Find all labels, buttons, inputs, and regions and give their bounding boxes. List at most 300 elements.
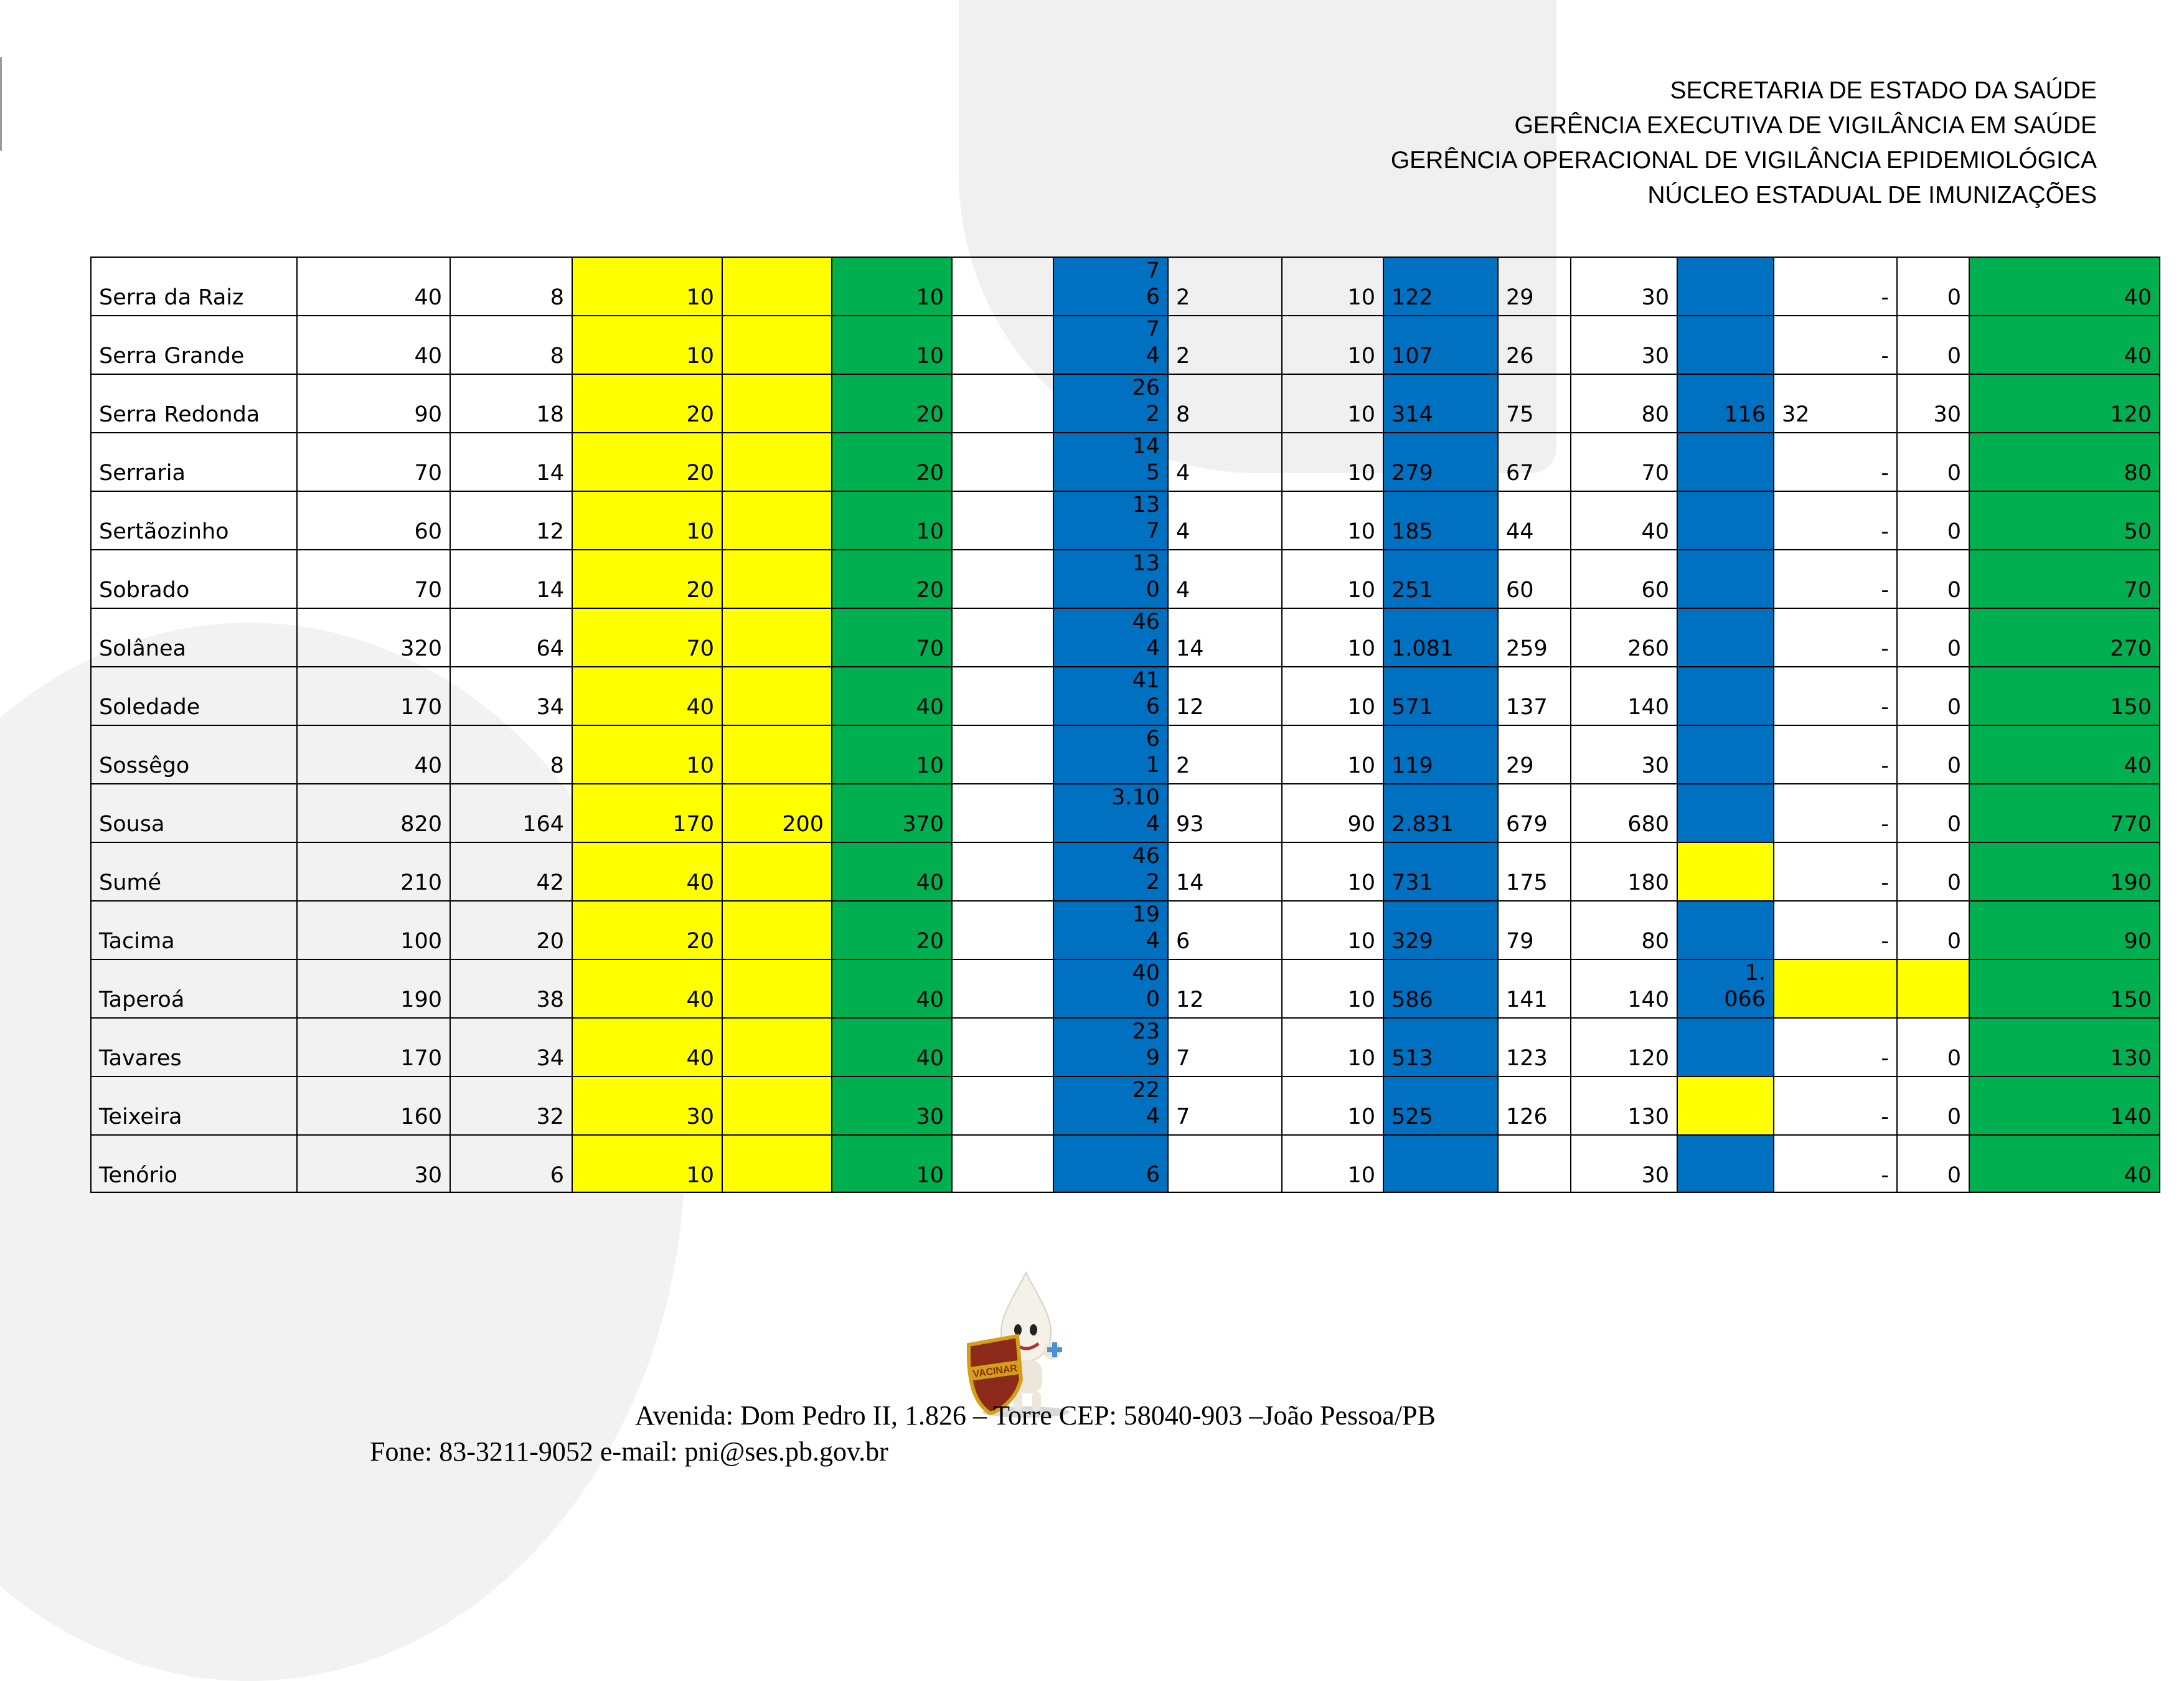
value-cell-c6 — [952, 316, 1053, 374]
value-cell-c16: 140 — [1969, 1076, 2160, 1135]
table-row — [91, 667, 2160, 725]
value-cell-c16: 190 — [1969, 842, 2160, 901]
value-cell-c15: 0 — [1897, 784, 1969, 842]
value-cell-c4 — [722, 257, 832, 316]
table-row — [91, 725, 2160, 784]
value-cell-c12: 80 — [1571, 374, 1677, 433]
value-cell-c7-top: 41 — [1132, 668, 1160, 693]
value-cell-c9: 90 — [1282, 784, 1383, 842]
value-cell-c15: 0 — [1897, 491, 1969, 550]
value-cell-c2: 164 — [450, 784, 572, 842]
value-cell-c8: 8 — [1168, 374, 1282, 433]
value-cell-c15: 0 — [1897, 608, 1969, 667]
value-cell-c9: 10 — [1282, 667, 1383, 725]
value-cell-c7-top: 23 — [1132, 1019, 1160, 1044]
value-cell-c2: 8 — [450, 316, 572, 374]
table-row — [91, 959, 2160, 1018]
value-cell-c16: 40 — [1969, 257, 2160, 316]
value-cell-c1: 170 — [297, 1018, 450, 1076]
value-cell-c14: - — [1774, 491, 1897, 550]
header-line-secretaria: SECRETARIA DE ESTADO DA SAÚDE — [1670, 77, 2097, 104]
value-cell-c11: 259 — [1498, 608, 1571, 667]
table-row — [91, 433, 2160, 491]
value-cell-c4 — [722, 1018, 832, 1076]
value-cell-c7-bottom: 4 — [1146, 636, 1160, 661]
value-cell-c7-bottom: 4 — [1146, 1104, 1160, 1129]
value-cell-c11: 60 — [1498, 550, 1571, 608]
value-cell-c5: 10 — [832, 316, 952, 374]
value-cell-c8: 12 — [1168, 667, 1282, 725]
value-cell-c7-bottom: 5 — [1146, 460, 1160, 485]
value-cell-c16: 120 — [1969, 374, 2160, 433]
value-cell-c14: - — [1774, 842, 1897, 901]
value-cell-c10: 2.831 — [1383, 784, 1498, 842]
value-cell-c1: 40 — [297, 316, 450, 374]
value-cell-c11: 79 — [1498, 901, 1571, 959]
value-cell-c15: 30 — [1897, 374, 1969, 433]
footer-contact: Fone: 83-3211-9052 e-mail: pni@ses.pb.gov.br — [370, 1436, 888, 1467]
value-cell-c2: 64 — [450, 608, 572, 667]
value-cell-c1: 210 — [297, 842, 450, 901]
value-cell-c7 — [1053, 374, 1168, 433]
value-cell-c5: 20 — [832, 550, 952, 608]
value-cell-c14: - — [1774, 667, 1897, 725]
value-cell-c15 — [1897, 959, 1969, 1018]
value-cell-c4 — [722, 491, 832, 550]
value-cell-c3: 20 — [572, 901, 722, 959]
value-cell-c2: 20 — [450, 901, 572, 959]
value-cell-c7-top: 46 — [1132, 610, 1160, 634]
value-cell-c11: 175 — [1498, 842, 1571, 901]
value-cell-c13 — [1677, 901, 1774, 959]
value-cell-c11 — [1498, 1135, 1571, 1192]
value-cell-c14: - — [1774, 316, 1897, 374]
value-cell-c7-top: 7 — [1146, 258, 1160, 283]
municipality-name-cell: Serra da Raiz — [91, 257, 297, 316]
value-cell-c3: 170 — [572, 784, 722, 842]
value-cell-c3: 20 — [572, 374, 722, 433]
value-cell-c14: - — [1774, 433, 1897, 491]
value-cell-c13 — [1677, 550, 1774, 608]
value-cell-c7 — [1053, 1018, 1168, 1076]
header-line-gerencia-executiva: GERÊNCIA EXECUTIVA DE VIGILÂNCIA EM SAÚDE — [1514, 112, 2097, 139]
value-cell-c1: 160 — [297, 1076, 450, 1135]
value-cell-c8: 4 — [1168, 433, 1282, 491]
value-cell-c3: 10 — [572, 491, 722, 550]
value-cell-c6 — [952, 667, 1053, 725]
value-cell-c10: 279 — [1383, 433, 1498, 491]
value-cell-c5: 40 — [832, 842, 952, 901]
vaccination-distribution-table — [90, 257, 2160, 1193]
value-cell-c6 — [952, 725, 1053, 784]
value-cell-c10: 513 — [1383, 1018, 1498, 1076]
value-cell-c10 — [1383, 1135, 1498, 1192]
value-cell-c16: 80 — [1969, 433, 2160, 491]
value-cell-c15: 0 — [1897, 1018, 1969, 1076]
value-cell-c6 — [952, 1018, 1053, 1076]
value-cell-c9: 10 — [1282, 1135, 1383, 1192]
municipality-name-cell: Tacima — [91, 901, 297, 959]
value-cell-c6 — [952, 550, 1053, 608]
value-cell-c8: 14 — [1168, 842, 1282, 901]
value-cell-c1: 40 — [297, 725, 450, 784]
value-cell-c4 — [722, 842, 832, 901]
value-cell-c10: 731 — [1383, 842, 1498, 901]
value-cell-c7 — [1053, 1135, 1168, 1192]
value-cell-c7-bottom: 4 — [1146, 811, 1160, 836]
value-cell-c14: - — [1774, 725, 1897, 784]
value-cell-c15: 0 — [1897, 901, 1969, 959]
table-row — [91, 374, 2160, 433]
value-cell-c11: 44 — [1498, 491, 1571, 550]
value-cell-c12: 80 — [1571, 901, 1677, 959]
value-cell-c16: 40 — [1969, 316, 2160, 374]
value-cell-c1: 90 — [297, 374, 450, 433]
value-cell-c13 — [1677, 667, 1774, 725]
value-cell-c9: 10 — [1282, 842, 1383, 901]
value-cell-c7-top: 6 — [1146, 727, 1160, 751]
value-cell-c9: 10 — [1282, 959, 1383, 1018]
value-cell-c3: 40 — [572, 667, 722, 725]
value-cell-c5: 10 — [832, 1135, 952, 1192]
value-cell-c7-bottom: 7 — [1146, 519, 1160, 544]
mascot-drop-icon — [953, 1270, 1096, 1420]
value-cell-c8: 7 — [1168, 1076, 1282, 1135]
value-cell-c3: 10 — [572, 257, 722, 316]
value-cell-c6 — [952, 257, 1053, 316]
municipality-name-cell: Serra Redonda — [91, 374, 297, 433]
value-cell-c1: 70 — [297, 550, 450, 608]
value-cell-c10: 586 — [1383, 959, 1498, 1018]
municipality-name-cell: Tenório — [91, 1135, 297, 1192]
value-cell-c14: - — [1774, 1135, 1897, 1192]
value-cell-c13: 116 — [1677, 374, 1774, 433]
table-row — [91, 1135, 2160, 1192]
value-cell-c7-top: 3.10 — [1111, 785, 1160, 810]
value-cell-c2: 8 — [450, 725, 572, 784]
value-cell-c3: 10 — [572, 725, 722, 784]
value-cell-c10: 329 — [1383, 901, 1498, 959]
value-cell-c5: 30 — [832, 1076, 952, 1135]
value-cell-c2: 12 — [450, 491, 572, 550]
value-cell-c9: 10 — [1282, 374, 1383, 433]
margin-mark — [0, 57, 6, 151]
value-cell-c12: 140 — [1571, 667, 1677, 725]
value-cell-c12: 30 — [1571, 257, 1677, 316]
value-cell-c16: 770 — [1969, 784, 2160, 842]
value-cell-c8: 7 — [1168, 1018, 1282, 1076]
value-cell-c16: 150 — [1969, 959, 2160, 1018]
value-cell-c13 — [1677, 316, 1774, 374]
value-cell-c2: 38 — [450, 959, 572, 1018]
value-cell-c5: 20 — [832, 374, 952, 433]
value-cell-c7-top — [1061, 1136, 1160, 1162]
value-cell-c16: 150 — [1969, 667, 2160, 725]
value-cell-c7 — [1053, 491, 1168, 550]
value-cell-c16: 40 — [1969, 725, 2160, 784]
value-cell-c15: 0 — [1897, 257, 1969, 316]
value-cell-c15: 0 — [1897, 316, 1969, 374]
table-row — [91, 1018, 2160, 1076]
table-row — [91, 491, 2160, 550]
value-cell-c7 — [1053, 257, 1168, 316]
value-cell-c2: 6 — [450, 1135, 572, 1192]
value-cell-c11: 75 — [1498, 374, 1571, 433]
value-cell-c2: 34 — [450, 667, 572, 725]
value-cell-c3: 40 — [572, 959, 722, 1018]
table-row — [91, 550, 2160, 608]
value-cell-c14: - — [1774, 1018, 1897, 1076]
table-row — [91, 901, 2160, 959]
value-cell-c11: 126 — [1498, 1076, 1571, 1135]
value-cell-c12: 70 — [1571, 433, 1677, 491]
value-cell-c1: 40 — [297, 257, 450, 316]
value-cell-c1: 820 — [297, 784, 450, 842]
value-cell-c14: - — [1774, 901, 1897, 959]
value-cell-c11: 26 — [1498, 316, 1571, 374]
value-cell-c11: 137 — [1498, 667, 1571, 725]
value-cell-c11: 67 — [1498, 433, 1571, 491]
value-cell-c6 — [952, 374, 1053, 433]
value-cell-c12: 130 — [1571, 1076, 1677, 1135]
value-cell-c1: 100 — [297, 901, 450, 959]
value-cell-c13 — [1677, 725, 1774, 784]
value-cell-c7-top: 46 — [1132, 844, 1160, 869]
value-cell-c5: 40 — [832, 667, 952, 725]
value-cell-c5: 40 — [832, 959, 952, 1018]
value-cell-c3: 20 — [572, 433, 722, 491]
value-cell-c4 — [722, 433, 832, 491]
value-cell-c10: 525 — [1383, 1076, 1498, 1135]
value-cell-c7-top: 13 — [1132, 551, 1160, 576]
value-cell-c13 — [1677, 257, 1774, 316]
value-cell-c8: 93 — [1168, 784, 1282, 842]
value-cell-c10: 251 — [1383, 550, 1498, 608]
value-cell-c14: - — [1774, 550, 1897, 608]
value-cell-c15: 0 — [1897, 1076, 1969, 1135]
svg-text:VACINAR: VACINAR — [972, 1363, 1019, 1380]
municipality-name-cell: Serraria — [91, 433, 297, 491]
value-cell-c10: 107 — [1383, 316, 1498, 374]
value-cell-c2: 34 — [450, 1018, 572, 1076]
value-cell-c7 — [1053, 433, 1168, 491]
value-cell-c9: 10 — [1282, 491, 1383, 550]
municipality-name-cell: Soledade — [91, 667, 297, 725]
value-cell-c8: 6 — [1168, 901, 1282, 959]
value-cell-c10: 1.081 — [1383, 608, 1498, 667]
value-cell-c4: 200 — [722, 784, 832, 842]
value-cell-c7-top: 26 — [1132, 375, 1160, 400]
value-cell-c15: 0 — [1897, 550, 1969, 608]
table-row — [91, 257, 2160, 316]
value-cell-c10: 122 — [1383, 257, 1498, 316]
value-cell-c14: - — [1774, 257, 1897, 316]
value-cell-c6 — [952, 901, 1053, 959]
value-cell-c4 — [722, 667, 832, 725]
value-cell-c8: 2 — [1168, 316, 1282, 374]
value-cell-c12: 680 — [1571, 784, 1677, 842]
value-cell-c4 — [722, 608, 832, 667]
value-cell-c6 — [952, 433, 1053, 491]
value-cell-c2: 8 — [450, 257, 572, 316]
municipality-name-cell: Solânea — [91, 608, 297, 667]
value-cell-c6 — [952, 959, 1053, 1018]
value-cell-c7-bottom: 1 — [1146, 753, 1160, 778]
value-cell-c7-bottom: 4 — [1146, 343, 1160, 368]
value-cell-c13 — [1677, 959, 1774, 1018]
value-cell-c7-top: 40 — [1132, 961, 1160, 986]
value-cell-c3: 30 — [572, 1076, 722, 1135]
value-cell-c8: 2 — [1168, 257, 1282, 316]
table-row — [91, 608, 2160, 667]
value-cell-c2: 18 — [450, 374, 572, 433]
value-cell-c8 — [1168, 1135, 1282, 1192]
value-cell-c2: 14 — [450, 550, 572, 608]
table-row — [91, 1076, 2160, 1135]
value-cell-c16: 50 — [1969, 491, 2160, 550]
value-cell-c7-top: 19 — [1132, 902, 1160, 927]
value-cell-c12: 30 — [1571, 316, 1677, 374]
value-cell-c1: 170 — [297, 667, 450, 725]
municipality-name-cell: Sossêgo — [91, 725, 297, 784]
value-cell-c3: 10 — [572, 316, 722, 374]
value-cell-c8: 4 — [1168, 550, 1282, 608]
value-cell-c7 — [1053, 316, 1168, 374]
municipality-name-cell: Sobrado — [91, 550, 297, 608]
value-cell-c1: 70 — [297, 433, 450, 491]
municipality-name-cell: Sousa — [91, 784, 297, 842]
document-header — [1391, 73, 2097, 213]
value-cell-c3: 70 — [572, 608, 722, 667]
value-cell-c7-top: 14 — [1132, 434, 1160, 459]
value-cell-c4 — [722, 316, 832, 374]
value-cell-c9: 10 — [1282, 901, 1383, 959]
value-cell-c16: 270 — [1969, 608, 2160, 667]
value-cell-c15: 0 — [1897, 725, 1969, 784]
value-cell-c7-top: 22 — [1132, 1078, 1160, 1103]
value-cell-c6 — [952, 784, 1053, 842]
value-cell-c10: 119 — [1383, 725, 1498, 784]
value-cell-c13 — [1677, 842, 1774, 901]
value-cell-c12: 180 — [1571, 842, 1677, 901]
value-cell-c7 — [1053, 784, 1168, 842]
value-cell-c2: 42 — [450, 842, 572, 901]
value-cell-c7-bottom: 6 — [1146, 1162, 1160, 1187]
value-cell-c7 — [1053, 608, 1168, 667]
value-cell-c11: 679 — [1498, 784, 1571, 842]
value-cell-c11: 29 — [1498, 725, 1571, 784]
value-cell-c15: 0 — [1897, 842, 1969, 901]
table-row — [91, 784, 2160, 842]
municipality-name-cell: Serra Grande — [91, 316, 297, 374]
value-cell-c15: 0 — [1897, 433, 1969, 491]
value-cell-c16: 70 — [1969, 550, 2160, 608]
value-cell-c15: 0 — [1897, 1135, 1969, 1192]
value-cell-c8: 2 — [1168, 725, 1282, 784]
value-cell-c7 — [1053, 725, 1168, 784]
value-cell-c14 — [1774, 959, 1897, 1018]
value-cell-c5: 370 — [832, 784, 952, 842]
value-cell-c7 — [1053, 959, 1168, 1018]
municipality-name-cell: Taperoá — [91, 959, 297, 1018]
value-cell-c12: 30 — [1571, 725, 1677, 784]
value-cell-c9: 10 — [1282, 257, 1383, 316]
value-cell-c11: 29 — [1498, 257, 1571, 316]
value-cell-c5: 20 — [832, 433, 952, 491]
value-cell-c3: 40 — [572, 1018, 722, 1076]
value-cell-c7-bottom: 0 — [1146, 987, 1160, 1012]
value-cell-c1: 190 — [297, 959, 450, 1018]
value-cell-c9: 10 — [1282, 725, 1383, 784]
value-cell-c11: 141 — [1498, 959, 1571, 1018]
value-cell-c2: 14 — [450, 433, 572, 491]
value-cell-c9: 10 — [1282, 608, 1383, 667]
value-cell-c6 — [952, 608, 1053, 667]
value-cell-c7 — [1053, 550, 1168, 608]
municipality-name-cell: Teixeira — [91, 1076, 297, 1135]
value-cell-c13 — [1677, 491, 1774, 550]
value-cell-c12: 60 — [1571, 550, 1677, 608]
value-cell-c13-bottom: 066 — [1724, 987, 1766, 1012]
value-cell-c5: 40 — [832, 1018, 952, 1076]
value-cell-c7 — [1053, 1076, 1168, 1135]
mascot-logo — [953, 1270, 1096, 1420]
value-cell-c13 — [1677, 1076, 1774, 1135]
municipality-name-cell: Sertãozinho — [91, 491, 297, 550]
value-cell-c7-bottom: 0 — [1146, 577, 1160, 602]
value-cell-c12: 30 — [1571, 1135, 1677, 1192]
value-cell-c14: - — [1774, 1076, 1897, 1135]
value-cell-c2: 32 — [450, 1076, 572, 1135]
value-cell-c7-bottom: 6 — [1146, 285, 1160, 309]
value-cell-c16: 130 — [1969, 1018, 2160, 1076]
value-cell-c5: 10 — [832, 257, 952, 316]
value-cell-c4 — [722, 959, 832, 1018]
value-cell-c9: 10 — [1282, 1076, 1383, 1135]
value-cell-c10: 314 — [1383, 374, 1498, 433]
value-cell-c5: 10 — [832, 725, 952, 784]
value-cell-c9: 10 — [1282, 1018, 1383, 1076]
value-cell-c7-bottom: 4 — [1146, 928, 1160, 953]
value-cell-c7 — [1053, 842, 1168, 901]
value-cell-c7-top: 13 — [1132, 492, 1160, 517]
municipality-name-cell: Tavares — [91, 1018, 297, 1076]
value-cell-c6 — [952, 491, 1053, 550]
value-cell-c16: 90 — [1969, 901, 2160, 959]
value-cell-c13 — [1677, 784, 1774, 842]
value-cell-c13 — [1677, 1135, 1774, 1192]
value-cell-c3: 40 — [572, 842, 722, 901]
value-cell-c16: 40 — [1969, 1135, 2160, 1192]
value-cell-c1: 60 — [297, 491, 450, 550]
value-cell-c15: 0 — [1897, 667, 1969, 725]
value-cell-c14: 32 — [1774, 374, 1897, 433]
value-cell-c12: 120 — [1571, 1018, 1677, 1076]
value-cell-c4 — [722, 1076, 832, 1135]
value-cell-c4 — [722, 1135, 832, 1192]
value-cell-c13 — [1677, 608, 1774, 667]
value-cell-c8: 14 — [1168, 608, 1282, 667]
value-cell-c6 — [952, 1135, 1053, 1192]
value-cell-c6 — [952, 842, 1053, 901]
value-cell-c8: 12 — [1168, 959, 1282, 1018]
value-cell-c1: 30 — [297, 1135, 450, 1192]
header-line-nucleo: NÚCLEO ESTADUAL DE IMUNIZAÇÕES — [1647, 182, 2097, 209]
value-cell-c4 — [722, 901, 832, 959]
value-cell-c7-bottom: 6 — [1146, 694, 1160, 719]
value-cell-c10: 571 — [1383, 667, 1498, 725]
value-cell-c4 — [722, 374, 832, 433]
